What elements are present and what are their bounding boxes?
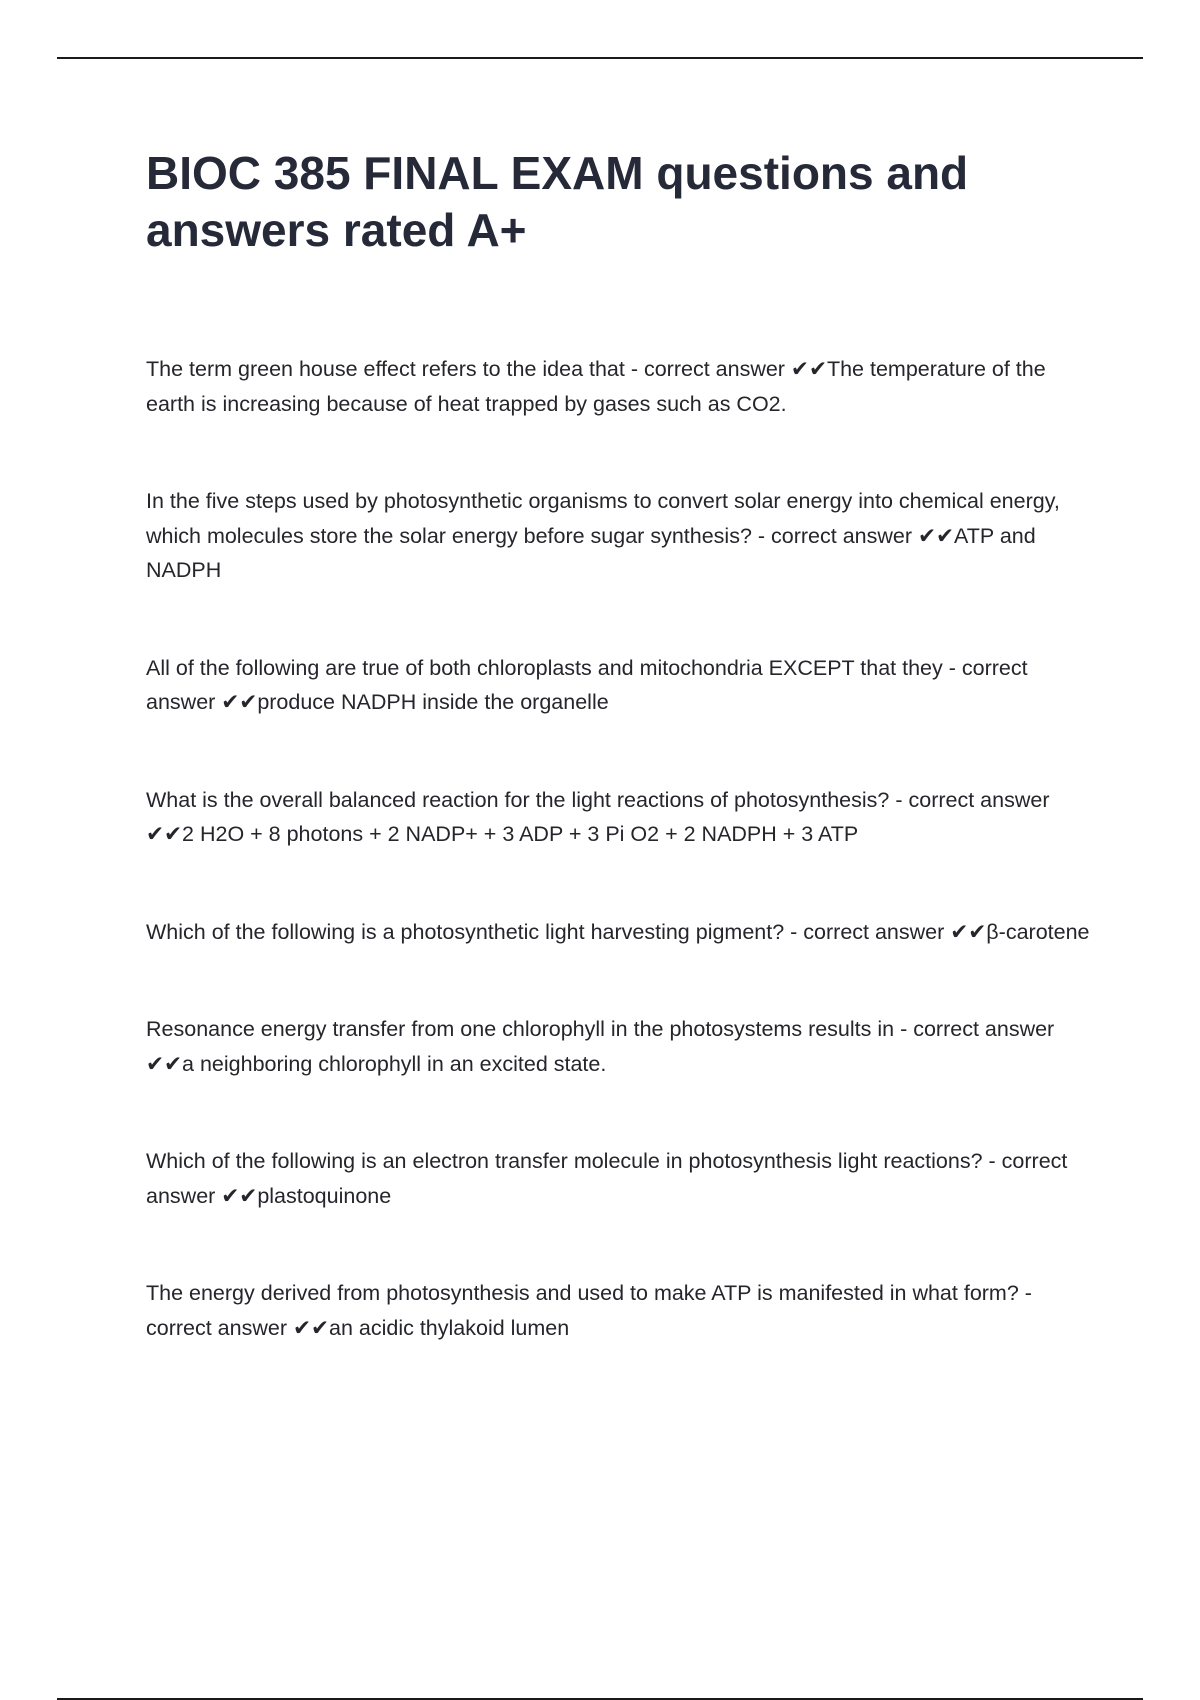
answer-marker: correct answer ✔✔	[803, 919, 987, 944]
top-divider	[57, 57, 1143, 59]
answer-text: 2 H2O + 8 photons + 2 NADP+ + 3 ADP + 3 Pi O2 + 2 NADPH + 3 ATP	[182, 822, 859, 846]
qa-list	[146, 352, 1091, 1408]
separator: -	[784, 919, 804, 944]
separator: -	[894, 1017, 914, 1041]
qa-item	[146, 915, 1091, 950]
separator: -	[1018, 1281, 1032, 1305]
answer-text: ATP and NADPH	[146, 523, 1036, 582]
separator: -	[624, 357, 644, 381]
question-text: Which of the following is an electron transfer molecule in photosynthesis light reactions?	[146, 1149, 983, 1173]
question-text: What is the overall balanced reaction for the light reactions of photosynthesis?	[146, 787, 890, 812]
answer-text: produce NADPH inside the organelle	[257, 690, 609, 714]
question-text: All of the following are true of both chloroplasts and mitochondria EXCEPT that they	[146, 655, 943, 680]
answer-marker: correct answer ✔✔	[146, 1315, 329, 1340]
answer-marker: correct answer ✔✔	[771, 523, 955, 548]
qa-item	[146, 651, 1091, 720]
answer-text: plastoquinone	[257, 1183, 392, 1208]
document-title: BIOC 385 FINAL EXAM questions and answers rated A+	[146, 147, 969, 256]
answer-text: β-carotene	[986, 919, 1090, 944]
separator: -	[751, 523, 772, 548]
separator: -	[889, 787, 909, 812]
answer-marker: correct answer ✔✔	[146, 1149, 1068, 1208]
question-text: In the five steps used by photosynthetic organisms to convert solar energy into chemical energy, which molecules store the solar energy before sugar synthesis?	[146, 489, 1060, 548]
answer-text: The temperature of the earth is increasing because of heat trapped by gases such as CO2.	[146, 357, 1046, 416]
question-text: Resonance energy transfer from one chlorophyll in the photosystems results in	[146, 1017, 895, 1041]
answer-text: a neighboring chlorophyll in an excited state.	[182, 1051, 607, 1076]
qa-item	[146, 1012, 1091, 1081]
answer-marker: correct answer ✔✔	[146, 655, 1028, 714]
answer-text: an acidic thylakoid lumen	[329, 1315, 570, 1340]
separator: -	[942, 655, 962, 680]
answer-marker: correct answer ✔✔	[146, 787, 1050, 846]
question-text: The term green house effect refers to the idea that	[146, 357, 625, 381]
question-text: The energy derived from photosynthesis and used to make ATP is manifested in what form?	[146, 1281, 1019, 1305]
qa-item	[146, 783, 1091, 852]
answer-marker: correct answer ✔✔	[643, 357, 827, 381]
qa-item	[146, 352, 1091, 421]
answer-marker: correct answer ✔✔	[146, 1017, 1055, 1076]
separator: -	[982, 1149, 1002, 1173]
qa-item	[146, 484, 1091, 588]
question-text: Which of the following is a photosynthetic light harvesting pigment?	[146, 919, 785, 944]
qa-item	[146, 1144, 1091, 1213]
qa-item	[146, 1276, 1091, 1345]
